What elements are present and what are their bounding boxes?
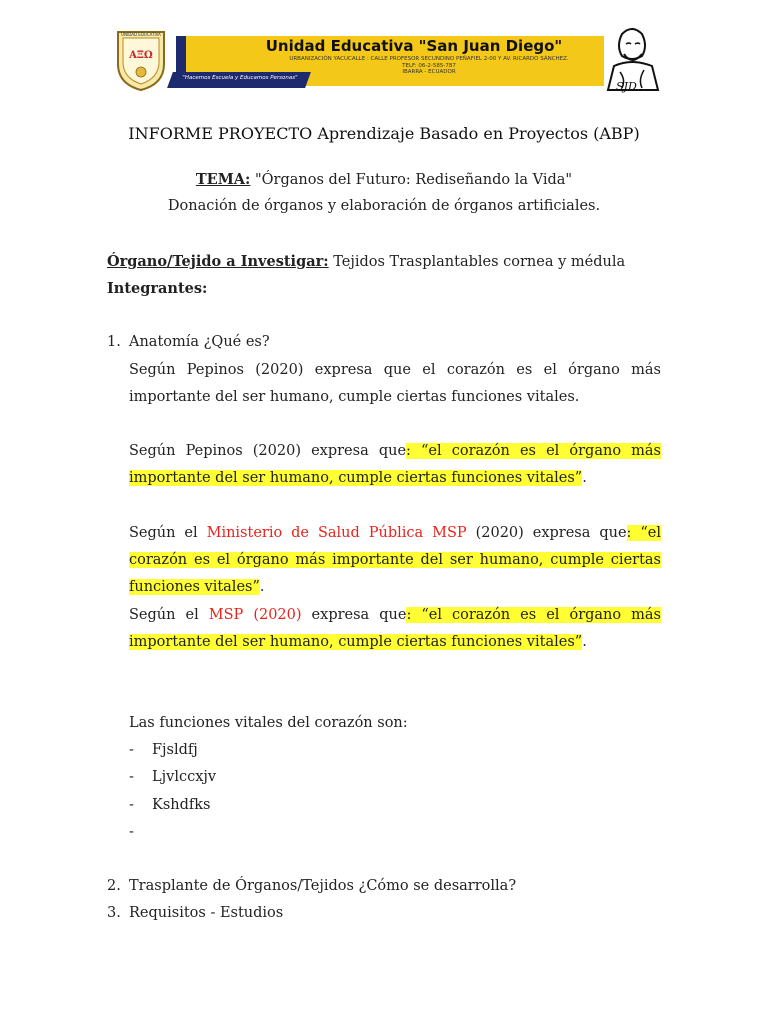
school-crest-logo (110, 26, 172, 92)
crest-letters: ΑΞΩ (129, 50, 153, 61)
list-item: Ljvlccxjv (152, 769, 217, 785)
integrantes-label: Integrantes: (107, 280, 208, 297)
logo-initials: SJD (616, 80, 637, 93)
school-name: Unidad Educativa "San Juan Diego" (265, 37, 563, 55)
paragraph-text: Según Pepinos (2020) expresa que (129, 443, 407, 459)
section-heading: Requisitos - Estudios (129, 905, 284, 921)
list-bullet: - (129, 824, 134, 840)
organo-value: Tejidos Trasplantables cornea y médula (328, 254, 626, 270)
quote-paragraph (129, 438, 661, 492)
saint-portrait-logo (602, 24, 662, 94)
section-heading: Trasplante de Órganos/Tejidos ¿Cómo se desarrolla? (129, 878, 517, 894)
organo-label: Órgano/Tejido a Investigar: (107, 253, 329, 270)
quote-paragraph (129, 520, 661, 601)
paragraph-text: . (582, 634, 587, 650)
address-line: TELF: 06-2-585-787 (402, 62, 456, 69)
red-citation: Ministerio de Salud Pública MSP (206, 525, 467, 541)
tema-value: "Órganos del Futuro: Rediseñando la Vida" (250, 172, 573, 188)
paragraph-text: . (582, 470, 587, 486)
paragraph: Según Pepinos (2020) expresa que el corazón es el órgano más importante del ser humano, cumple ciertas funciones vitales. (129, 362, 661, 405)
address-line: URBANIZACIÓN YACUCALLE : CALLE PROFESOR SECUNDINO PEÑAFIEL 2-00 Y AV. RICARDO SÁNCHEZ. (289, 56, 569, 62)
list-item: Fjsldfj (152, 742, 198, 758)
paragraph-text: (2020) expresa que (466, 525, 627, 541)
quote-paragraph (129, 602, 661, 656)
list-bullet: - (129, 769, 134, 785)
list-bullet: - (129, 797, 134, 813)
school-motto: "Hacemos Escuela y Educamos Personas" (182, 75, 298, 81)
highlighted-quote: : “el corazón es el órgano más importante del ser humano, cumple ciertas funciones vitales” (129, 443, 661, 486)
crest-text: UNIDAD EDUCATIVA (121, 32, 161, 37)
tema-line (0, 171, 768, 188)
school-header (104, 22, 664, 98)
paragraph-text: Según el (129, 607, 209, 623)
section-number: 2. (107, 878, 121, 894)
highlighted-quote: : “el corazón es el órgano más importante del ser humano, cumple ciertas funciones vitales” (129, 607, 661, 650)
school-address (279, 56, 579, 76)
organo-line (107, 253, 625, 270)
tema-label: TEMA: (195, 171, 251, 188)
section-number: 3. (107, 905, 121, 921)
highlighted-quote: : “el corazón es el órgano más importante del ser humano, cumple ciertas funciones vitales” (129, 525, 661, 595)
paragraph-text: expresa que (301, 607, 407, 623)
section-heading: Anatomía ¿Qué es? (129, 334, 270, 350)
page-title: INFORME PROYECTO Aprendizaje Basado en Proyectos (ABP) (128, 124, 640, 143)
tema-subtitle: Donación de órganos y elaboración de órganos artificiales. (167, 198, 601, 214)
list-bullet: - (129, 742, 134, 758)
section-number: 1. (107, 334, 121, 350)
paragraph-text: Según el (129, 525, 207, 541)
funciones-intro: Las funciones vitales del corazón son: (129, 715, 408, 731)
address-line: IBARRA - ECUADOR (402, 69, 456, 75)
paragraph-text: . (259, 579, 265, 595)
list-item: Kshdfks (152, 797, 211, 813)
integrantes-heading (107, 280, 207, 297)
red-citation: MSP (2020) (208, 607, 302, 623)
